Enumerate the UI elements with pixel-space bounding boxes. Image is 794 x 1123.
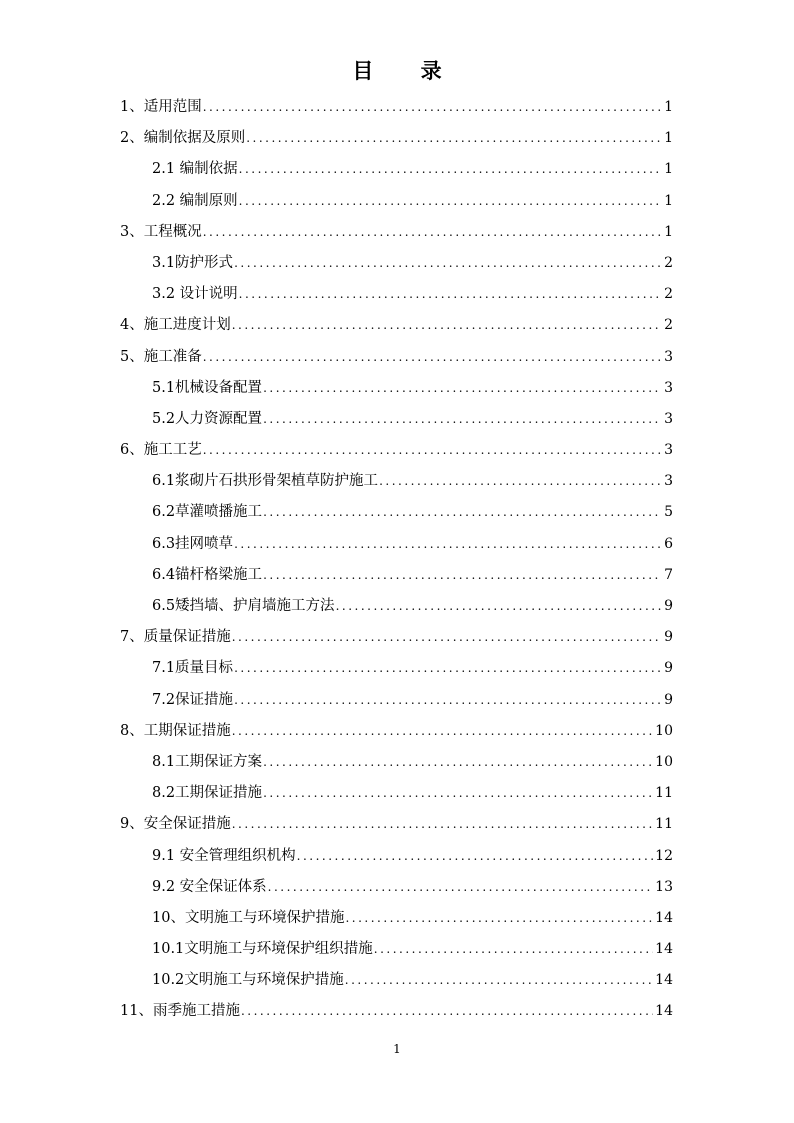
toc-entry-page: 10 <box>655 753 673 770</box>
toc-entry[interactable] <box>120 92 673 123</box>
toc-entry-page: 2 <box>664 286 673 303</box>
toc-title: 目 录 <box>352 59 462 83</box>
toc-entry-label: 2.1 编制依据 <box>152 161 238 178</box>
toc-entry-page: 9 <box>664 598 673 614</box>
dot-leader <box>241 996 653 1027</box>
toc-entry-label: 7.2保证措施 <box>152 691 234 708</box>
toc-entry-label: 9、安全保证措施 <box>120 816 231 833</box>
toc-entry-label: 6.3挂网喷草 <box>152 535 234 552</box>
dot-leader <box>379 466 662 497</box>
dot-leader <box>268 872 654 903</box>
toc-entry[interactable] <box>120 560 673 591</box>
dot-leader <box>263 778 653 809</box>
toc-entry-label: 5.2人力资源配置 <box>152 410 263 427</box>
toc-entry-page: 7 <box>664 566 673 583</box>
toc-entry[interactable] <box>120 622 673 653</box>
toc-entry-page: 2 <box>664 317 673 334</box>
toc-entry-page: 1 <box>664 99 673 115</box>
toc-entry[interactable] <box>120 154 673 185</box>
dot-leader <box>239 154 662 185</box>
toc-entry[interactable] <box>120 373 673 404</box>
dot-leader <box>234 529 662 560</box>
toc-entry-label: 7.1质量目标 <box>152 660 234 677</box>
toc-entry-label: 2、编制依据及原则 <box>120 130 246 147</box>
toc-entry[interactable] <box>120 497 673 528</box>
toc-entry-label: 9.2 安全保证体系 <box>152 878 267 895</box>
dot-leader <box>263 404 662 435</box>
toc-entry-page: 3 <box>664 410 673 427</box>
toc-entry-page: 1 <box>664 192 673 209</box>
dot-leader <box>203 217 662 248</box>
toc-entry-page: 14 <box>655 909 673 926</box>
dot-leader <box>263 560 662 591</box>
toc-entry-label: 2.2 编制原则 <box>152 192 238 209</box>
toc-entry[interactable] <box>120 279 673 310</box>
toc-entry[interactable] <box>120 965 673 996</box>
toc-entry[interactable] <box>120 747 673 778</box>
dot-leader <box>239 186 662 217</box>
dot-leader <box>232 809 653 840</box>
toc-entry-label: 11、雨季施工措施 <box>120 1003 240 1020</box>
toc-entry-page: 3 <box>664 348 673 365</box>
toc-entry-page: 3 <box>664 442 673 459</box>
dot-leader <box>203 342 662 373</box>
toc-entry-page: 5 <box>664 504 673 521</box>
toc-entry[interactable] <box>120 996 673 1027</box>
dot-leader <box>234 248 662 279</box>
table-of-contents <box>120 92 673 1028</box>
toc-entry-page: 9 <box>664 629 673 646</box>
toc-entry-label: 1、适用范围 <box>120 99 202 115</box>
toc-entry-page: 10 <box>655 722 673 739</box>
toc-entry-page: 1 <box>664 130 673 147</box>
toc-entry-label: 7、质量保证措施 <box>120 629 231 646</box>
toc-entry-label: 8、工期保证措施 <box>120 722 231 739</box>
toc-entry[interactable] <box>120 435 673 466</box>
dot-leader <box>246 123 662 154</box>
toc-entry[interactable] <box>120 685 673 716</box>
toc-entry[interactable] <box>120 591 673 622</box>
toc-entry-page: 14 <box>655 972 673 989</box>
toc-entry-page: 9 <box>664 660 673 677</box>
dot-leader <box>345 903 653 934</box>
dot-leader <box>232 310 662 341</box>
page-number: 1 <box>393 1042 401 1056</box>
dot-leader <box>345 965 653 996</box>
toc-entry[interactable] <box>120 123 673 154</box>
dot-leader <box>263 373 662 404</box>
toc-entry-label: 6.4锚杆格梁施工 <box>152 566 263 583</box>
dot-leader <box>336 591 663 622</box>
toc-entry-page: 14 <box>655 941 673 958</box>
toc-entry-page: 3 <box>664 379 673 396</box>
toc-entry-label: 10.1文明施工与环境保护组织措施 <box>152 941 373 958</box>
toc-entry-page: 2 <box>664 254 673 271</box>
dot-leader <box>232 622 662 653</box>
toc-entry-label: 6、施工工艺 <box>120 442 202 459</box>
toc-entry-label: 3.2 设计说明 <box>152 286 238 303</box>
toc-entry-label: 10、文明施工与环境保护措施 <box>152 909 345 926</box>
toc-entry[interactable] <box>120 716 673 747</box>
dot-leader <box>234 685 662 716</box>
toc-entry-page: 6 <box>664 535 673 552</box>
toc-entry[interactable] <box>120 404 673 435</box>
dot-leader <box>232 716 653 747</box>
toc-entry[interactable] <box>120 903 673 934</box>
toc-entry-label: 5.1机械设备配置 <box>152 379 263 396</box>
dot-leader <box>263 747 653 778</box>
toc-entry-page: 12 <box>655 847 673 864</box>
toc-entry[interactable] <box>120 310 673 341</box>
dot-leader <box>203 92 662 123</box>
toc-entry-label: 6.5矮挡墙、护肩墙施工方法 <box>152 598 335 614</box>
toc-entry[interactable] <box>120 809 673 840</box>
toc-entry-label: 8.2工期保证措施 <box>152 785 263 802</box>
toc-entry[interactable] <box>120 934 673 965</box>
toc-entry-page: 9 <box>664 691 673 708</box>
toc-entry[interactable] <box>120 342 673 373</box>
dot-leader <box>234 653 662 684</box>
toc-entry-label: 6.2草灌喷播施工 <box>152 504 263 521</box>
toc-entry-label: 9.1 安全管理组织机构 <box>152 847 296 864</box>
toc-entry[interactable] <box>120 248 673 279</box>
dot-leader <box>297 841 654 872</box>
dot-leader <box>239 279 662 310</box>
toc-entry-page: 11 <box>655 816 673 833</box>
dot-leader <box>374 934 653 965</box>
toc-entry-label: 3.1防护形式 <box>152 254 234 271</box>
dot-leader <box>203 435 662 466</box>
toc-entry-label: 8.1工期保证方案 <box>152 753 263 770</box>
toc-entry[interactable] <box>120 653 673 684</box>
toc-entry-label: 4、施工进度计划 <box>120 317 231 334</box>
toc-entry[interactable] <box>120 778 673 809</box>
toc-entry-page: 3 <box>664 473 673 490</box>
toc-entry[interactable] <box>120 186 673 217</box>
toc-entry[interactable] <box>120 872 673 903</box>
toc-entry-page: 13 <box>655 878 673 895</box>
toc-entry-page: 1 <box>664 223 673 240</box>
toc-entry[interactable] <box>120 466 673 497</box>
toc-entry[interactable] <box>120 841 673 872</box>
toc-entry[interactable] <box>120 529 673 560</box>
toc-entry-label: 5、施工准备 <box>120 348 202 365</box>
toc-entry-page: 11 <box>655 785 673 802</box>
toc-entry-label: 6.1浆砌片石拱形骨架植草防护施工 <box>152 473 379 490</box>
toc-entry[interactable] <box>120 217 673 248</box>
dot-leader <box>263 497 662 528</box>
toc-entry-page: 1 <box>664 161 673 178</box>
toc-entry-label: 10.2文明施工与环境保护措施 <box>152 972 344 989</box>
toc-entry-page: 14 <box>655 1003 673 1020</box>
toc-entry-label: 3、工程概况 <box>120 223 202 240</box>
